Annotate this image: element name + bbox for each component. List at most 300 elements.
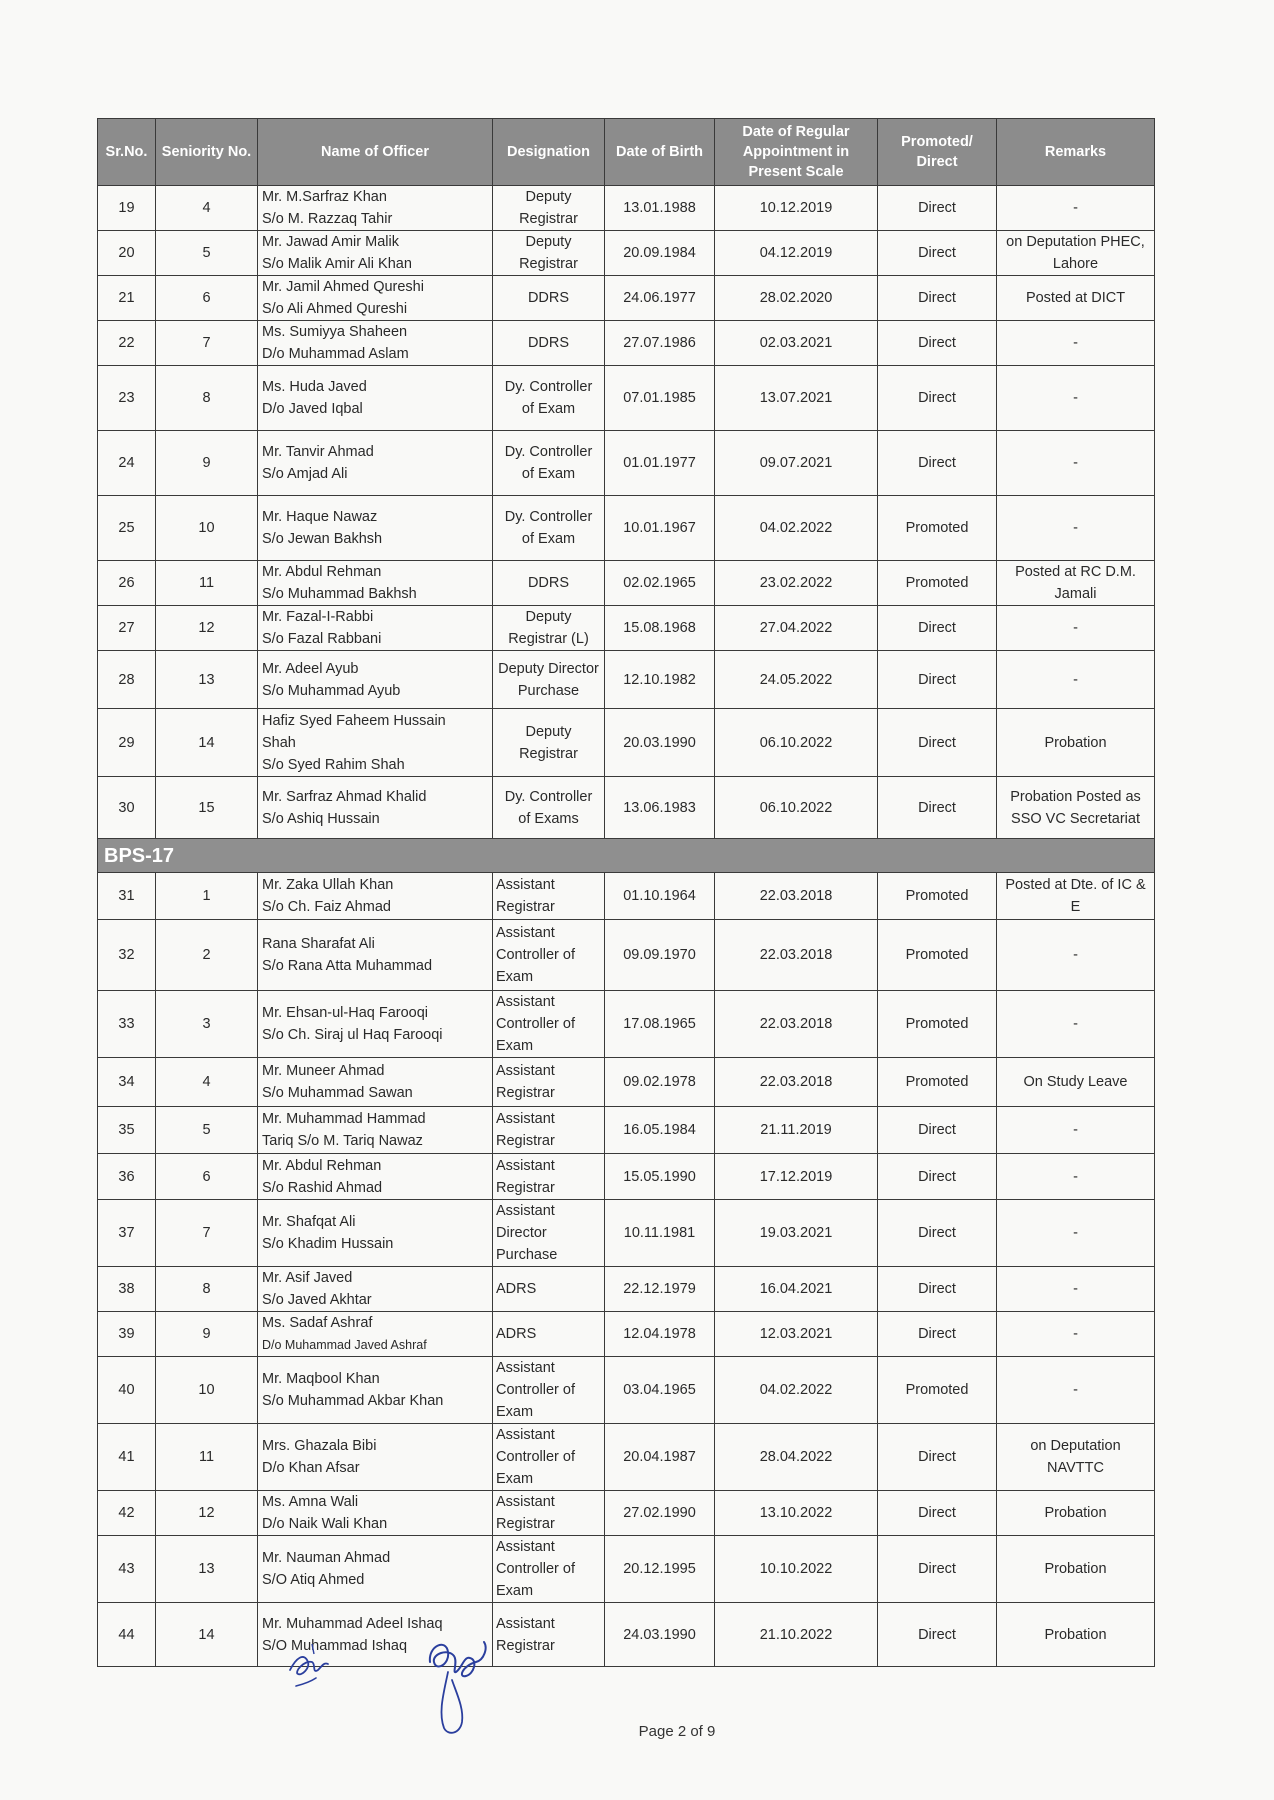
officer-parent: Tariq S/o M. Tariq Nawaz — [262, 1133, 423, 1149]
designation-cell: Assistant Registrar — [493, 1154, 605, 1200]
seniority-cell: 2 — [156, 920, 258, 991]
remarks-cell: - — [997, 496, 1155, 561]
sr-cell: 21 — [98, 276, 156, 321]
remarks-cell: on Deputation NAVTTC — [997, 1424, 1155, 1491]
officer-name-cell — [258, 920, 493, 991]
sr-cell: 28 — [98, 651, 156, 709]
appointment-cell: 12.03.2021 — [715, 1312, 878, 1357]
type-cell: Direct — [878, 276, 997, 321]
officer-parent: S/o Muhammad Bakhsh — [262, 586, 417, 602]
dob-cell: 01.10.1964 — [605, 873, 715, 920]
officer-name: Mr. Sarfraz Ahmad Khalid — [262, 788, 427, 805]
table-row — [98, 1491, 1155, 1536]
seniority-cell: 6 — [156, 276, 258, 321]
dob-cell: 12.04.1978 — [605, 1312, 715, 1357]
table-row — [98, 431, 1155, 496]
seniority-cell: 6 — [156, 1154, 258, 1200]
appointment-cell: 02.03.2021 — [715, 321, 878, 366]
sr-cell: 34 — [98, 1058, 156, 1107]
officer-parent: S/o Muhammad Sawan — [262, 1085, 413, 1101]
appointment-cell: 06.10.2022 — [715, 777, 878, 839]
seniority-cell: 7 — [156, 1200, 258, 1267]
appointment-cell: 04.12.2019 — [715, 231, 878, 276]
sr-cell: 41 — [98, 1424, 156, 1491]
designation-cell: Assistant Registrar — [493, 1491, 605, 1536]
remarks-cell: - — [997, 1357, 1155, 1424]
col-appointment-date: Date of Regular Appointment in Present Scale — [715, 119, 878, 186]
seniority-cell: 12 — [156, 606, 258, 651]
col-remarks: Remarks — [997, 119, 1155, 186]
table-row — [98, 1312, 1155, 1357]
table-row — [98, 186, 1155, 231]
sr-cell: 43 — [98, 1536, 156, 1603]
officer-name: Mr. Jawad Amir Malik — [262, 234, 399, 250]
appointment-cell: 04.02.2022 — [715, 496, 878, 561]
type-cell: Direct — [878, 1154, 997, 1200]
col-promoted-direct: Promoted/ Direct — [878, 119, 997, 186]
designation-cell: Deputy Registrar (L) — [493, 606, 605, 651]
officer-parent: S/o Jewan Bakhsh — [262, 531, 383, 547]
designation-cell: Dy. Controller of Exam — [493, 496, 605, 561]
dob-cell: 16.05.1984 — [605, 1107, 715, 1154]
designation-cell: Assistant Registrar — [493, 1603, 605, 1667]
type-cell: Direct — [878, 606, 997, 651]
officer-name-cell — [258, 1312, 493, 1357]
designation-cell: DDRS — [493, 561, 605, 606]
dob-cell: 24.06.1977 — [605, 276, 715, 321]
officer-name-cell — [258, 366, 493, 431]
appointment-cell: 10.12.2019 — [715, 186, 878, 231]
appointment-cell: 06.10.2022 — [715, 709, 878, 777]
dob-cell: 09.02.1978 — [605, 1058, 715, 1107]
dob-cell: 20.12.1995 — [605, 1536, 715, 1603]
remarks-cell: Probation — [997, 1491, 1155, 1536]
remarks-cell: - — [997, 991, 1155, 1058]
dob-cell: 27.07.1986 — [605, 321, 715, 366]
seniority-cell: 13 — [156, 651, 258, 709]
type-cell: Direct — [878, 1107, 997, 1154]
officer-name: Mr. Muhammad Hammad — [262, 1111, 426, 1127]
designation-cell: Assistant Director Purchase — [493, 1200, 605, 1267]
sr-cell: 42 — [98, 1491, 156, 1536]
seniority-cell: 15 — [156, 777, 258, 839]
seniority-cell: 9 — [156, 431, 258, 496]
type-cell: Promoted — [878, 1058, 997, 1107]
designation-cell: Assistant Controller of Exam — [493, 991, 605, 1058]
remarks-cell: - — [997, 431, 1155, 496]
officer-parent: D/o Javed Iqbal — [262, 401, 363, 417]
header-row — [98, 119, 1155, 186]
page-number: Page 2 of 9 — [638, 1723, 716, 1740]
table-row — [98, 1603, 1155, 1667]
officer-name: Mr. Fazal-I-Rabbi — [262, 609, 374, 625]
officer-name-cell — [258, 496, 493, 561]
officer-name-cell — [258, 276, 493, 321]
designation-cell: Deputy Registrar — [493, 231, 605, 276]
dob-cell: 15.08.1968 — [605, 606, 715, 651]
sr-cell: 30 — [98, 777, 156, 839]
designation-cell: DDRS — [493, 276, 605, 321]
table-row — [98, 777, 1155, 839]
officer-name: Hafiz Syed Faheem Hussain — [262, 712, 446, 729]
officer-parent: S/o Fazal Rabbani — [262, 631, 382, 647]
designation-cell: Assistant Controller of Exam — [493, 1424, 605, 1491]
officer-name-cell — [258, 777, 493, 839]
dob-cell: 10.11.1981 — [605, 1200, 715, 1267]
remarks-cell: - — [997, 366, 1155, 431]
remarks-cell: Posted at Dte. of IC & E — [997, 873, 1155, 920]
remarks-cell: - — [997, 1267, 1155, 1312]
type-cell: Promoted — [878, 873, 997, 920]
officer-parent: S/o Muhammad Ayub — [262, 682, 401, 699]
designation-cell: Assistant Controller of Exam — [493, 1357, 605, 1424]
officer-name: Mr. Haque Nawaz — [262, 509, 378, 525]
sr-cell: 20 — [98, 231, 156, 276]
seniority-cell: 5 — [156, 231, 258, 276]
sr-cell: 40 — [98, 1357, 156, 1424]
type-cell: Promoted — [878, 496, 997, 561]
seniority-cell: 14 — [156, 1603, 258, 1667]
table-row — [98, 606, 1155, 651]
sr-cell: 36 — [98, 1154, 156, 1200]
designation-cell: Deputy Registrar — [493, 709, 605, 777]
sr-cell: 22 — [98, 321, 156, 366]
signature-mark-1 — [282, 1640, 342, 1700]
appointment-cell: 13.07.2021 — [715, 366, 878, 431]
type-cell: Direct — [878, 1267, 997, 1312]
remarks-cell: - — [997, 1200, 1155, 1267]
table-row — [98, 1536, 1155, 1603]
col-designation: Designation — [493, 119, 605, 186]
table-row — [98, 496, 1155, 561]
officer-parent: S/o Malik Amir Ali Khan — [262, 256, 412, 272]
table-row — [98, 873, 1155, 920]
sr-cell: 32 — [98, 920, 156, 991]
officer-parent: S/o Ch. Faiz Ahmad — [262, 899, 391, 915]
sr-cell: 26 — [98, 561, 156, 606]
sr-cell: 39 — [98, 1312, 156, 1357]
appointment-cell: 24.05.2022 — [715, 651, 878, 709]
designation-cell: Assistant Controller of Exam — [493, 920, 605, 991]
officer-name: Ms. Amna Wali — [262, 1494, 359, 1510]
officer-name-cell — [258, 1107, 493, 1154]
seniority-cell: 8 — [156, 1267, 258, 1312]
type-cell: Direct — [878, 186, 997, 231]
dob-cell: 01.01.1977 — [605, 431, 715, 496]
designation-cell: Assistant Controller of Exam — [493, 1536, 605, 1603]
sr-cell: 24 — [98, 431, 156, 496]
officer-name: Mr. Ehsan-ul-Haq Farooqi — [262, 1005, 429, 1021]
officer-name-cell — [258, 231, 493, 276]
sr-cell: 35 — [98, 1107, 156, 1154]
type-cell: Direct — [878, 431, 997, 496]
remarks-cell: Probation — [997, 1536, 1155, 1603]
sr-cell: 23 — [98, 366, 156, 431]
seniority-cell: 4 — [156, 1058, 258, 1107]
designation-cell: ADRS — [493, 1312, 605, 1357]
dob-cell: 13.01.1988 — [605, 186, 715, 231]
officer-parent: S/o Syed Rahim Shah — [262, 756, 405, 773]
appointment-cell: 28.02.2020 — [715, 276, 878, 321]
dob-cell: 20.09.1984 — [605, 231, 715, 276]
remarks-cell: On Study Leave — [997, 1058, 1155, 1107]
remarks-cell: - — [997, 1107, 1155, 1154]
officer-name-cell — [258, 1200, 493, 1267]
remarks-cell: Probation — [997, 1603, 1155, 1667]
seniority-cell: 10 — [156, 1357, 258, 1424]
appointment-cell: 19.03.2021 — [715, 1200, 878, 1267]
appointment-cell: 21.10.2022 — [715, 1603, 878, 1667]
designation-cell: Deputy Director Purchase — [493, 651, 605, 709]
seniority-cell: 11 — [156, 561, 258, 606]
officer-name: Mr. Abdul Rehman — [262, 564, 382, 580]
designation-cell: Dy. Controller of Exams — [493, 777, 605, 839]
officer-name-cell — [258, 1154, 493, 1200]
seniority-cell: 8 — [156, 366, 258, 431]
officer-name-cell — [258, 1424, 493, 1491]
officer-name-cell — [258, 561, 493, 606]
officer-parent: S/O Muhammad Ishaq — [262, 1637, 408, 1654]
dob-cell: 10.01.1967 — [605, 496, 715, 561]
appointment-cell: 09.07.2021 — [715, 431, 878, 496]
dob-cell: 20.03.1990 — [605, 709, 715, 777]
table-row — [98, 1357, 1155, 1424]
designation-cell: Dy. Controller of Exam — [493, 431, 605, 496]
table-row — [98, 1058, 1155, 1107]
seniority-cell: 14 — [156, 709, 258, 777]
officer-name: Mr. Jamil Ahmed Qureshi — [262, 279, 424, 295]
officer-name: Mr. Maqbool Khan — [262, 1371, 380, 1387]
officer-name-cell — [258, 321, 493, 366]
officer-name: Mr. Shafqat Ali — [262, 1214, 356, 1230]
dob-cell: 12.10.1982 — [605, 651, 715, 709]
officer-name: Ms. Huda Javed — [262, 379, 367, 395]
dob-cell: 13.06.1983 — [605, 777, 715, 839]
col-sr-no: Sr.No. — [98, 119, 156, 186]
officer-name: Mr. Zaka Ullah Khan — [262, 877, 394, 893]
officer-name: Mr. M.Sarfraz Khan — [262, 189, 387, 205]
table-row — [98, 561, 1155, 606]
remarks-cell: - — [997, 321, 1155, 366]
type-cell: Promoted — [878, 1357, 997, 1424]
appointment-cell: 28.04.2022 — [715, 1424, 878, 1491]
appointment-cell: 22.03.2018 — [715, 873, 878, 920]
officer-name: Mr. Nauman Ahmad — [262, 1550, 391, 1566]
seniority-cell: 9 — [156, 1312, 258, 1357]
remarks-cell: - — [997, 186, 1155, 231]
officer-parent: D/o Muhammad Javed Ashraf — [262, 1338, 427, 1352]
designation-cell: Deputy Registrar — [493, 186, 605, 231]
type-cell: Direct — [878, 709, 997, 777]
officer-parent: S/o Rashid Ahmad — [262, 1179, 383, 1196]
dob-cell: 27.02.1990 — [605, 1491, 715, 1536]
seniority-cell: 7 — [156, 321, 258, 366]
seniority-cell: 12 — [156, 1491, 258, 1536]
officer-name-cell — [258, 431, 493, 496]
section-band-bps-17 — [98, 839, 1155, 873]
officer-name-cell — [258, 186, 493, 231]
appointment-cell: 13.10.2022 — [715, 1491, 878, 1536]
officer-parent: S/o Muhammad Akbar Khan — [262, 1393, 444, 1409]
type-cell: Direct — [878, 1312, 997, 1357]
type-cell: Promoted — [878, 561, 997, 606]
sr-cell: 27 — [98, 606, 156, 651]
officer-name: Mr. Asif Javed — [262, 1270, 353, 1286]
appointment-cell: 23.02.2022 — [715, 561, 878, 606]
sr-cell: 19 — [98, 186, 156, 231]
appointment-cell: 16.04.2021 — [715, 1267, 878, 1312]
table-row — [98, 321, 1155, 366]
appointment-cell: 10.10.2022 — [715, 1536, 878, 1603]
dob-cell: 03.04.1965 — [605, 1357, 715, 1424]
remarks-cell: - — [997, 651, 1155, 709]
table-body — [98, 186, 1155, 1667]
sr-cell: 33 — [98, 991, 156, 1058]
seniority-cell: 10 — [156, 496, 258, 561]
remarks-cell: Probation — [997, 709, 1155, 777]
type-cell: Direct — [878, 366, 997, 431]
section-label: BPS-17 — [98, 839, 1155, 873]
officer-name: Mrs. Ghazala Bibi — [262, 1438, 377, 1454]
designation-cell: Assistant Registrar — [493, 1058, 605, 1107]
dob-cell: 17.08.1965 — [605, 991, 715, 1058]
type-cell: Direct — [878, 231, 997, 276]
seniority-cell: 4 — [156, 186, 258, 231]
table-row — [98, 1267, 1155, 1312]
officer-name-cell — [258, 651, 493, 709]
officer-name-cell — [258, 1491, 493, 1536]
dob-cell: 22.12.1979 — [605, 1267, 715, 1312]
officer-parent: S/o Ali Ahmed Qureshi — [262, 301, 408, 317]
table-row — [98, 1107, 1155, 1154]
sr-cell: 44 — [98, 1603, 156, 1667]
seniority-cell: 1 — [156, 873, 258, 920]
remarks-cell: Posted at DICT — [997, 276, 1155, 321]
appointment-cell: 22.03.2018 — [715, 920, 878, 991]
designation-cell: DDRS — [493, 321, 605, 366]
dob-cell: 02.02.1965 — [605, 561, 715, 606]
remarks-cell: - — [997, 920, 1155, 991]
table-row — [98, 231, 1155, 276]
table-row — [98, 1424, 1155, 1491]
remarks-cell: - — [997, 1154, 1155, 1200]
appointment-cell: 21.11.2019 — [715, 1107, 878, 1154]
appointment-cell: 17.12.2019 — [715, 1154, 878, 1200]
officer-parent: S/o Amjad Ali — [262, 466, 348, 482]
appointment-cell: 04.02.2022 — [715, 1357, 878, 1424]
type-cell: Promoted — [878, 991, 997, 1058]
seniority-cell: 13 — [156, 1536, 258, 1603]
dob-cell: 20.04.1987 — [605, 1424, 715, 1491]
officer-name: Mr. Muhammad Adeel Ishaq — [262, 1615, 443, 1632]
remarks-cell: - — [997, 1312, 1155, 1357]
officer-name-cell — [258, 1058, 493, 1107]
sr-cell: 38 — [98, 1267, 156, 1312]
officer-parent: S/o M. Razzaq Tahir — [262, 211, 393, 227]
dob-cell: 07.01.1985 — [605, 366, 715, 431]
sr-cell: 29 — [98, 709, 156, 777]
officer-name-cell — [258, 1267, 493, 1312]
officer-name-cont: Shah — [262, 734, 296, 751]
col-date-of-birth: Date of Birth — [605, 119, 715, 186]
officer-name-cell — [258, 991, 493, 1058]
officer-name: Mr. Adeel Ayub — [262, 660, 359, 677]
officer-name: Rana Sharafat Ali — [262, 936, 375, 952]
dob-cell: 09.09.1970 — [605, 920, 715, 991]
officer-parent: S/o Ashiq Hussain — [262, 810, 380, 827]
table-row — [98, 991, 1155, 1058]
table-row — [98, 366, 1155, 431]
officer-parent: S/O Atiq Ahmed — [262, 1572, 365, 1588]
officer-name-cell — [258, 873, 493, 920]
designation-cell: ADRS — [493, 1267, 605, 1312]
remarks-cell: - — [997, 606, 1155, 651]
dob-cell: 15.05.1990 — [605, 1154, 715, 1200]
col-seniority-no: Seniority No. — [156, 119, 258, 186]
seniority-cell: 3 — [156, 991, 258, 1058]
officer-parent: S/o Javed Akhtar — [262, 1292, 372, 1308]
officer-name-cell — [258, 709, 493, 777]
remarks-cell: Probation Posted as SSO VC Secretariat — [997, 777, 1155, 839]
officer-name: Ms. Sadaf Ashraf — [262, 1315, 373, 1331]
table-row — [98, 651, 1155, 709]
officer-name: Mr. Tanvir Ahmad — [262, 444, 374, 460]
appointment-cell: 27.04.2022 — [715, 606, 878, 651]
sr-cell: 25 — [98, 496, 156, 561]
sr-cell: 37 — [98, 1200, 156, 1267]
table-row — [98, 1154, 1155, 1200]
type-cell: Direct — [878, 1603, 997, 1667]
officer-name: Mr. Muneer Ahmad — [262, 1063, 385, 1079]
remarks-cell: Posted at RC D.M. Jamali — [997, 561, 1155, 606]
officer-name-cell — [258, 1536, 493, 1603]
dob-cell: 24.03.1990 — [605, 1603, 715, 1667]
designation-cell: Dy. Controller of Exam — [493, 366, 605, 431]
type-cell: Direct — [878, 1424, 997, 1491]
seniority-cell: 5 — [156, 1107, 258, 1154]
table-row — [98, 920, 1155, 991]
table-row — [98, 709, 1155, 777]
officer-parent: D/o Naik Wali Khan — [262, 1516, 388, 1532]
seniority-cell: 11 — [156, 1424, 258, 1491]
officer-name: Mr. Abdul Rehman — [262, 1157, 382, 1174]
sr-cell: 31 — [98, 873, 156, 920]
officer-name-cell — [258, 1357, 493, 1424]
type-cell: Direct — [878, 1491, 997, 1536]
officer-name: Ms. Sumiyya Shaheen — [262, 324, 408, 340]
designation-cell: Assistant Registrar — [493, 1107, 605, 1154]
officer-parent: S/o Ch. Siraj ul Haq Farooqi — [262, 1027, 443, 1043]
type-cell: Direct — [878, 777, 997, 839]
officer-parent: D/o Muhammad Aslam — [262, 346, 409, 362]
table-row — [98, 276, 1155, 321]
remarks-cell: on Deputation PHEC, Lahore — [997, 231, 1155, 276]
table-row — [98, 1200, 1155, 1267]
type-cell: Direct — [878, 1536, 997, 1603]
officer-parent: S/o Rana Atta Muhammad — [262, 958, 433, 974]
page-footer — [0, 1723, 1274, 1740]
type-cell: Promoted — [878, 920, 997, 991]
type-cell: Direct — [878, 651, 997, 709]
appointment-cell: 22.03.2018 — [715, 1058, 878, 1107]
type-cell: Direct — [878, 1200, 997, 1267]
officer-name-cell — [258, 606, 493, 651]
designation-cell: Assistant Registrar — [493, 873, 605, 920]
type-cell: Direct — [878, 321, 997, 366]
appointment-cell: 22.03.2018 — [715, 991, 878, 1058]
officer-parent: D/o Khan Afsar — [262, 1460, 360, 1476]
seniority-table — [97, 118, 1155, 1667]
